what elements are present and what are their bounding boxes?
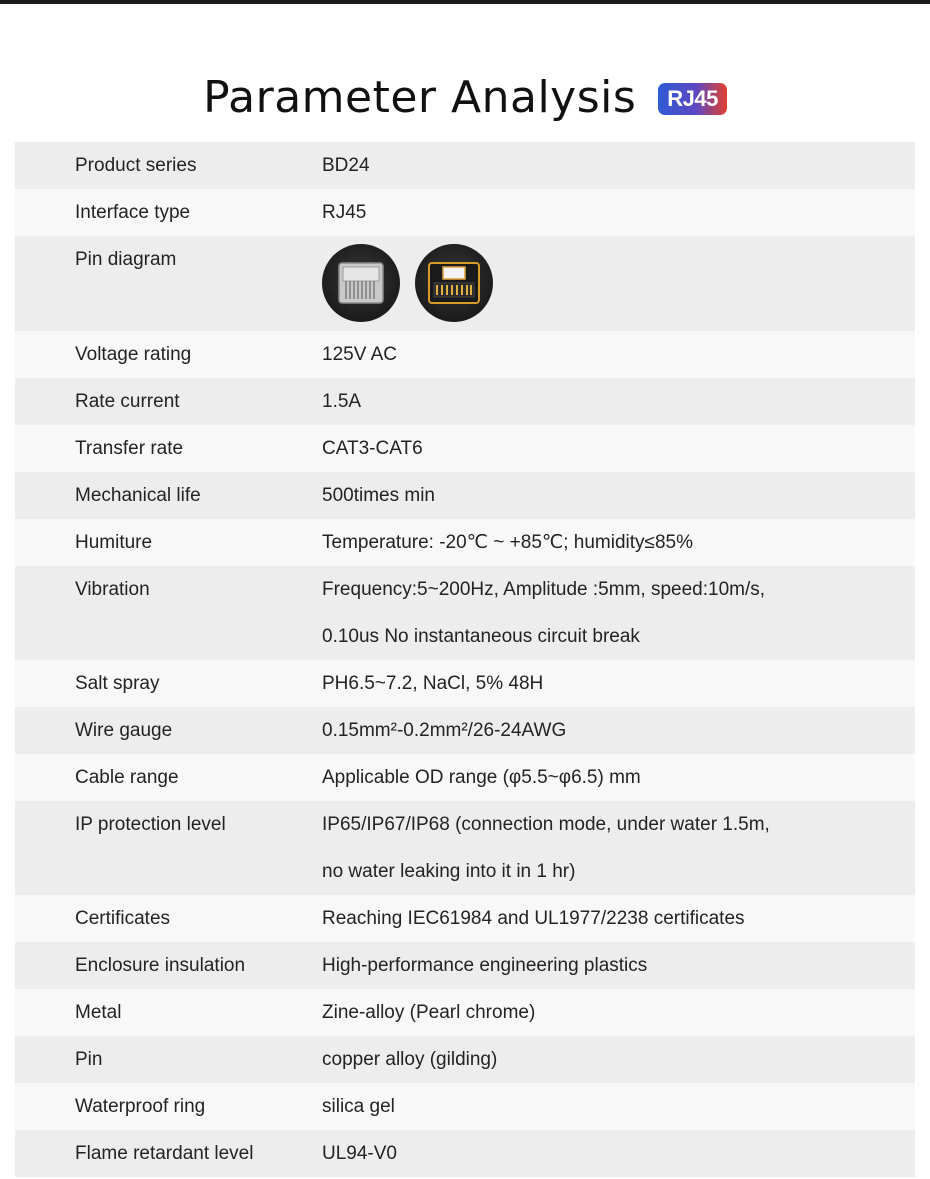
param-value bbox=[322, 1036, 915, 1083]
param-value bbox=[322, 942, 915, 989]
param-label: Metal bbox=[75, 1002, 122, 1023]
param-value bbox=[322, 519, 915, 566]
table-row bbox=[15, 472, 915, 519]
table-row bbox=[15, 895, 915, 942]
table-row bbox=[15, 378, 915, 425]
param-value-line: no water leaking into it in 1 hr) bbox=[322, 861, 576, 882]
param-value-line: 1.5A bbox=[322, 391, 362, 412]
param-value bbox=[322, 566, 915, 660]
pin-diagram-images bbox=[322, 236, 915, 322]
param-value bbox=[322, 378, 915, 425]
param-value bbox=[322, 425, 915, 472]
param-value bbox=[322, 1130, 915, 1177]
param-value-line: 125V AC bbox=[322, 344, 397, 365]
param-label: Pin bbox=[75, 1049, 103, 1070]
table-row bbox=[15, 707, 915, 754]
param-value-line: 0.15mm²-0.2mm²/26-24AWG bbox=[322, 720, 567, 741]
table-row bbox=[15, 566, 915, 660]
param-value-line: copper alloy (gilding) bbox=[322, 1049, 498, 1070]
param-value bbox=[322, 189, 915, 236]
param-value-line: IP65/IP67/IP68 (connection mode, under water 1.5m, bbox=[322, 814, 770, 835]
param-value-line: Applicable OD range (φ5.5~φ6.5) mm bbox=[322, 767, 641, 788]
param-value bbox=[322, 236, 915, 331]
param-value-line: UL94-V0 bbox=[322, 1143, 397, 1164]
param-label: Certificates bbox=[75, 908, 171, 929]
param-label: Vibration bbox=[75, 579, 150, 600]
param-label: Interface type bbox=[75, 202, 191, 223]
table-row bbox=[15, 1083, 915, 1130]
param-value bbox=[322, 142, 915, 189]
rj45-socket-front-icon bbox=[415, 244, 493, 322]
param-value bbox=[322, 472, 915, 519]
param-value-line: RJ45 bbox=[322, 202, 367, 223]
table-row bbox=[15, 519, 915, 566]
top-strip bbox=[0, 0, 930, 4]
param-label: Pin diagram bbox=[75, 249, 177, 270]
param-label: Enclosure insulation bbox=[75, 955, 246, 976]
parameter-table bbox=[15, 142, 915, 1177]
table-row bbox=[15, 142, 915, 189]
page-title: Parameter Analysis bbox=[203, 71, 637, 123]
param-value bbox=[322, 331, 915, 378]
param-value-line: BD24 bbox=[322, 155, 370, 176]
table-row bbox=[15, 754, 915, 801]
param-value-line: Reaching IEC61984 and UL1977/2238 certificates bbox=[322, 908, 745, 929]
table-row bbox=[15, 236, 915, 331]
param-value-line: silica gel bbox=[322, 1096, 395, 1117]
param-label: IP protection level bbox=[75, 814, 226, 835]
param-label: Wire gauge bbox=[75, 720, 173, 741]
param-value-line: High-performance engineering plastics bbox=[322, 955, 648, 976]
param-label: Cable range bbox=[75, 767, 179, 788]
table-row bbox=[15, 660, 915, 707]
param-label: Salt spray bbox=[75, 673, 160, 694]
param-label: Humiture bbox=[75, 532, 153, 553]
param-value bbox=[322, 707, 915, 754]
rj45-badge: RJ45 bbox=[658, 83, 727, 115]
param-value-line: Frequency:5~200Hz, Amplitude :5mm, speed:10m/s, bbox=[322, 579, 766, 600]
table-row bbox=[15, 189, 915, 236]
table-row bbox=[15, 989, 915, 1036]
table-row bbox=[15, 1036, 915, 1083]
param-value bbox=[322, 754, 915, 801]
param-value bbox=[322, 801, 915, 895]
param-label: Flame retardant level bbox=[75, 1143, 254, 1164]
param-value bbox=[322, 895, 915, 942]
table-row bbox=[15, 331, 915, 378]
title-row bbox=[0, 68, 930, 126]
param-label: Product series bbox=[75, 155, 197, 176]
param-label: Rate current bbox=[75, 391, 180, 412]
table-row bbox=[15, 425, 915, 472]
param-value bbox=[322, 1083, 915, 1130]
table-row bbox=[15, 1130, 915, 1177]
rj45-plug-front-icon bbox=[322, 244, 400, 322]
param-value-line: Temperature: -20℃ ~ +85℃; humidity≤85% bbox=[322, 532, 694, 553]
param-value-line: Zine-alloy (Pearl chrome) bbox=[322, 1002, 536, 1023]
param-label: Waterproof ring bbox=[75, 1096, 206, 1117]
param-value bbox=[322, 989, 915, 1036]
param-value bbox=[322, 660, 915, 707]
param-label: Voltage rating bbox=[75, 344, 192, 365]
param-value-line: CAT3-CAT6 bbox=[322, 438, 423, 459]
param-label: Transfer rate bbox=[75, 438, 184, 459]
param-value-line: 500times min bbox=[322, 485, 435, 506]
param-label: Mechanical life bbox=[75, 485, 201, 506]
table-row bbox=[15, 801, 915, 895]
param-value-line: PH6.5~7.2, NaCl, 5% 48H bbox=[322, 673, 544, 694]
table-row bbox=[15, 942, 915, 989]
param-value-line: 0.10us No instantaneous circuit break bbox=[322, 626, 640, 647]
